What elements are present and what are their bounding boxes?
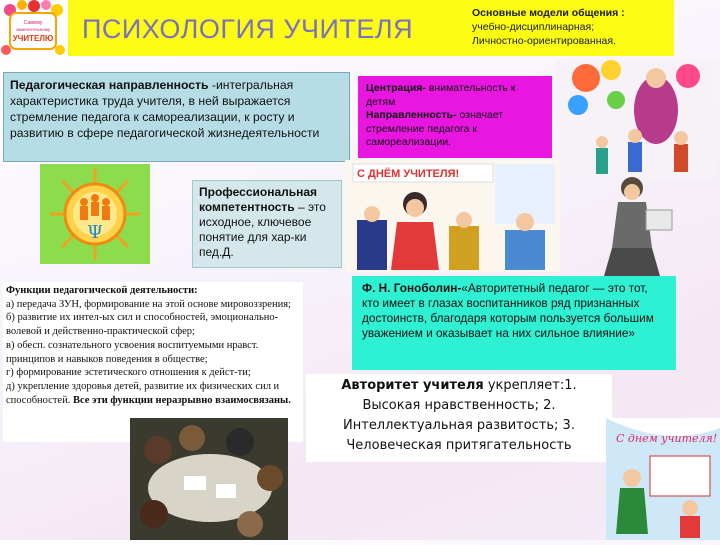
- models-line-2: Личностно-ориентированная.: [472, 35, 616, 47]
- authority-term: Авторитет учителя: [341, 378, 484, 393]
- children-at-table-photo: [130, 418, 288, 540]
- pedagogical-orientation-definition: [3, 72, 350, 162]
- professional-competence-box: [192, 180, 342, 268]
- competence-text: – это исходное, ключевое понятие для хар-ки пед.Д.: [199, 200, 326, 259]
- psychology-sun-emblem: [40, 164, 150, 264]
- psi-icon: Ψ: [87, 222, 103, 243]
- woman-teacher-picture: [582, 170, 692, 280]
- function-item-a: а) передача ЗУН, формирование на этой основе мировоззрения;: [6, 298, 291, 310]
- gonobolin-quote: «Авторитетный педагог — это тот, кто имеет в глазах воспитанников ряд признанных достоинств, благодаря которым пользуется большим уважением и оказывает на них сильное влияние»: [362, 281, 654, 340]
- function-item-g: г) формирование эстетического отношения к дейст-ти;: [6, 367, 251, 379]
- logo-text: Самому: [23, 20, 43, 26]
- card-label: С днем учителя!: [616, 432, 718, 445]
- svg-text:УЧИТЕЛЮ: УЧИТЕЛЮ: [12, 34, 54, 43]
- definition-text: -интегральная характеристика труда учителя, в ней выражается стремление педагога к самореализации, к росту и развитию в сфере педагогической жизнедеятельности: [10, 78, 320, 140]
- teacher-day-card-picture: [606, 418, 720, 540]
- orientation-text: означает стремление педагога к самореализации.: [366, 109, 504, 148]
- teacher-day-logo: [0, 0, 66, 60]
- centration-box: [358, 76, 552, 158]
- svg-text:замечательному: замечательному: [15, 27, 51, 32]
- models-heading: Основные модели общения :: [472, 7, 625, 19]
- function-item-v: в) обесп. сознательного усвоения воспитуемыми нравст. принципов и навыков поведения в обществе;: [6, 339, 259, 365]
- gonobolin-quote-box: [352, 276, 676, 370]
- function-item-d: д) укрепление здоровья детей, развитие их физических сил и способностей.: [6, 380, 280, 406]
- orientation-term: Направленность-: [366, 109, 457, 121]
- functions-closing: Все эти функции неразрывно взаимосвязаны.: [70, 394, 291, 406]
- function-item-b: б) развитие их интел-ых сил и способностей, эмоционально-волевой и действенно-практической сфер;: [6, 312, 279, 338]
- gonobolin-author: Ф. Н. Гоноболин-: [362, 281, 462, 295]
- teacher-authority-box: [306, 374, 612, 462]
- centration-text: внимательность к детям: [366, 82, 516, 108]
- teacher-day-label: С ДНЁМ УЧИТЕЛЯ!: [357, 168, 460, 180]
- teacher-with-children-picture: [556, 60, 718, 178]
- definition-term: Педагогическая направленность: [10, 78, 209, 92]
- communication-models-box: [444, 0, 674, 56]
- competence-term: Профессиональная компетентность: [199, 185, 318, 214]
- models-line-1: учебно-дисциплинарная;: [472, 21, 595, 33]
- classroom-teacher-day-picture: [345, 160, 560, 272]
- authority-text: укрепляет:1. Высокая нравственность; 2. Интеллектуальная развитость; 3. Человеческая притягательность: [343, 378, 577, 453]
- centration-term: Центрация-: [366, 82, 426, 94]
- functions-heading: Функции педагогической деятельности:: [6, 285, 198, 296]
- page-title: ПСИХОЛОГИЯ УЧИТЕЛЯ: [82, 14, 414, 44]
